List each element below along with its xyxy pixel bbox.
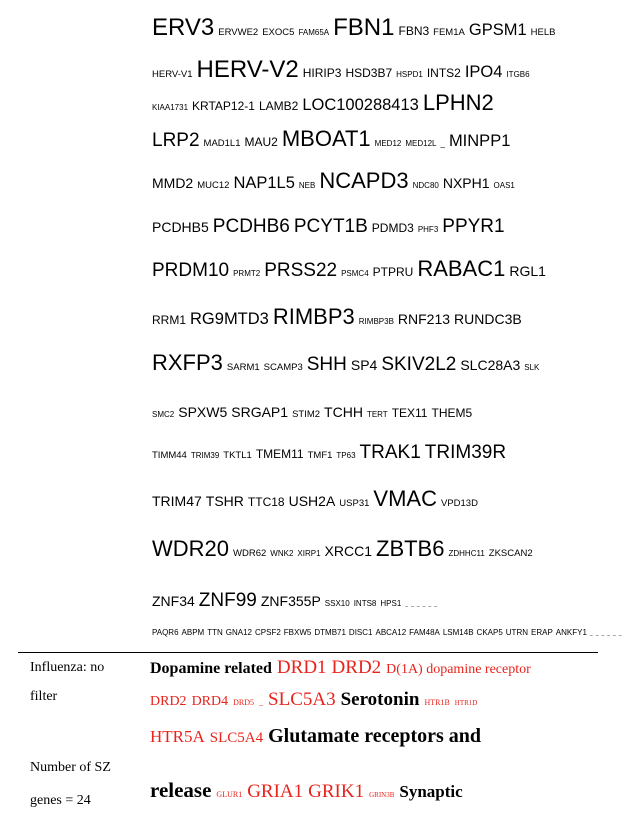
gene-word: TMEM11 <box>255 447 304 461</box>
cloud-line <box>152 58 597 82</box>
gene-word: PCDHB5 <box>152 219 209 235</box>
gene-word: PHF3 <box>417 225 439 234</box>
category-line <box>150 726 595 746</box>
gene-word: XIRP1 <box>297 549 321 558</box>
tiny-gene-word: _ <box>595 631 599 637</box>
gene-word: PCYT1B <box>293 216 368 237</box>
gene-word: RG9MTD3 <box>190 310 269 328</box>
gene-word: ZKSCAN2 <box>488 548 533 559</box>
gene-word: DTMB71 <box>314 628 346 637</box>
gene-word: GPSM1 <box>468 21 527 39</box>
gene-word: RRM1 <box>152 313 187 327</box>
tiny-gene-word: _ <box>601 631 605 637</box>
category-line <box>150 658 595 677</box>
gene-word: RABAC1 <box>417 256 506 281</box>
gene-word: ABPM <box>181 628 205 637</box>
gene-word: SPXW5 <box>178 404 228 420</box>
cloud-line <box>152 628 622 638</box>
gene-word: MED12 <box>374 139 402 148</box>
gene-word: CKAP5 <box>476 628 503 637</box>
gene-word: MAD1L1 <box>203 138 241 149</box>
gene-word: DISC1 <box>348 628 373 637</box>
gene-word: KIAA1731 <box>152 103 189 112</box>
gene-word: MMD2 <box>152 175 194 191</box>
gene-symbol: GRIN3B <box>369 791 395 799</box>
gene-word: TRIM39R <box>424 442 507 463</box>
cloud-line <box>152 488 597 510</box>
gene-word: SMC2 <box>152 410 175 419</box>
category-heading: Glutamate receptors and <box>268 725 482 747</box>
gene-symbol: _ <box>259 698 264 707</box>
gene-word: MINPP1 <box>448 132 511 150</box>
gene-word: RXFP3 <box>152 350 223 375</box>
gene-word: SARM1 <box>226 362 260 373</box>
gene-word: HSPD1 <box>396 70 423 79</box>
gene-word: PPYR1 <box>442 216 505 237</box>
gene-word: STIM2 <box>292 409 321 420</box>
influenza-label-line2: filter <box>30 689 58 704</box>
cloud-line <box>152 16 597 40</box>
gene-word: NCAPD3 <box>319 168 409 193</box>
gene-word: FBN3 <box>398 24 430 38</box>
gene-word: VMAC <box>373 486 437 511</box>
gene-word: INTS2 <box>426 66 461 80</box>
gene-word: LSM14B <box>442 628 474 637</box>
gene-word: FEM1A <box>433 27 465 38</box>
gene-word: ITGB6 <box>506 70 530 79</box>
cloud-line <box>152 538 597 560</box>
gene-word: OAS1 <box>493 181 515 190</box>
tiny-gene-word: _ <box>589 631 593 637</box>
gene-symbol: GLUR1 <box>216 790 243 799</box>
category-line <box>150 780 595 801</box>
gene-word: FAM65A <box>298 28 330 37</box>
gene-word: HSD3B7 <box>345 66 393 80</box>
gene-word: SSX10 <box>324 599 350 608</box>
tiny-gene-word: _ <box>416 602 420 608</box>
gene-word: TRIM39 <box>190 451 220 460</box>
gene-word: TCHH <box>324 404 363 420</box>
gene-word: MBOAT1 <box>281 126 371 151</box>
gene-word: SLK <box>524 363 540 372</box>
gene-word: ZNF355P <box>260 593 321 609</box>
cloud-line <box>152 405 597 421</box>
gene-word: WDR62 <box>233 548 267 559</box>
tiny-gene-word: _ <box>411 602 414 608</box>
gene-word: TERT <box>366 410 388 419</box>
gene-word: TTN <box>207 628 223 637</box>
gene-word: USP31 <box>339 498 370 509</box>
gene-word: HERV-V2 <box>196 56 299 83</box>
gene-symbol: DRD2 <box>150 694 187 709</box>
gene-word: TSHR <box>205 493 244 509</box>
gene-word: PTPRU <box>372 265 414 279</box>
gene-word: RIMBP3B <box>358 317 394 326</box>
cloud-line <box>152 443 597 462</box>
gene-word: RUNDC3B <box>454 311 522 327</box>
gene-word: PRMT2 <box>233 269 261 278</box>
gene-symbol: DRD5 <box>233 698 255 707</box>
gene-word: CPSF2 <box>255 628 281 637</box>
gene-word: HPS1 <box>380 599 402 608</box>
gene-symbol: DRD2 <box>331 657 382 678</box>
gene-symbol: SLC5A3 <box>268 689 336 710</box>
gene-word: LRP2 <box>152 130 200 151</box>
cloud-line <box>152 217 597 236</box>
tiny-gene-word: _ <box>422 602 426 608</box>
gene-word: TTC18 <box>247 495 285 509</box>
cloud-line <box>152 258 597 280</box>
gene-word: TEX11 <box>391 406 428 420</box>
cloud-line <box>152 128 597 150</box>
gene-word: RIMBP3 <box>272 304 355 329</box>
tiny-gene-word: _ <box>405 602 409 608</box>
gene-word: XRCC1 <box>324 543 372 559</box>
gene-word: PAQR6 <box>152 628 179 637</box>
sz-gene-count-line2: genes = 24 <box>30 793 91 808</box>
gene-word: HERV-V1 <box>152 69 193 80</box>
tiny-gene-word: _ <box>613 631 616 637</box>
gene-word: THEM5 <box>431 406 473 420</box>
gene-word: PDMD3 <box>371 221 414 235</box>
gene-word: LPHN2 <box>422 90 494 115</box>
gene-symbol: DRD4 <box>191 694 229 709</box>
gene-symbol: DRD1 <box>276 657 327 678</box>
gene-symbol: HTR5A <box>150 727 205 746</box>
tiny-gene-word: _ <box>428 602 432 608</box>
gene-word: FAM48A <box>409 628 440 637</box>
gene-word: SCAMP3 <box>263 362 303 373</box>
gene-word: UTRN <box>505 628 528 637</box>
gene-word: SP4 <box>350 357 378 373</box>
gene-word: RGL1 <box>509 263 546 279</box>
gene-word: NEB <box>298 181 316 190</box>
gene-word: TIMM44 <box>152 450 187 461</box>
gene-word: MUC12 <box>197 180 230 191</box>
gene-word: TP63 <box>336 451 356 460</box>
gene-word: USH2A <box>288 493 336 509</box>
gene-word: PCDHB6 <box>212 216 290 237</box>
gene-symbol: HTR1D <box>454 699 478 707</box>
gene-word: HELB <box>530 27 556 38</box>
gene-word: _ <box>440 139 445 148</box>
gene-word: NAP1L5 <box>233 174 295 192</box>
gene-word: ERVWE2 <box>218 27 259 38</box>
gene-word: NDC80 <box>412 181 439 190</box>
gene-word: MED12L <box>405 139 437 148</box>
gene-word: PSMC4 <box>341 269 369 278</box>
gene-word: SLC28A3 <box>460 357 521 373</box>
category-heading: Serotonin <box>340 689 420 710</box>
gene-word: VPD13D <box>440 498 478 509</box>
gene-word: RNF213 <box>397 311 451 327</box>
gene-symbol: GRIA1 <box>247 781 304 802</box>
gene-word: ABCA12 <box>375 628 407 637</box>
category-line <box>150 690 595 709</box>
gene-word: TMF1 <box>307 450 333 461</box>
cloud-line <box>152 306 597 328</box>
tiny-gene-word: _ <box>607 631 611 637</box>
cloud-line <box>152 170 597 192</box>
gene-word: TRAK1 <box>359 442 421 463</box>
section-divider <box>18 652 598 653</box>
gene-word: SKIV2L2 <box>381 354 457 375</box>
cloud-line <box>152 92 597 114</box>
gene-word: TKTL1 <box>223 450 252 461</box>
category-heading: Synaptic <box>399 782 463 801</box>
gene-symbol: GRIK1 <box>308 781 365 802</box>
cloud-line <box>152 352 597 374</box>
gene-word: LOC100288413 <box>302 96 419 114</box>
gene-word: TRIM47 <box>152 493 202 509</box>
gene-word: SRGAP1 <box>231 404 289 420</box>
gene-word: NXPH1 <box>442 175 490 191</box>
gene-word: ERAP <box>531 628 553 637</box>
gene-word: WNK2 <box>270 549 294 558</box>
gene-word: INTS8 <box>353 599 377 608</box>
category-heading: release <box>150 778 212 802</box>
gene-symbol: SLC5A4 <box>209 730 264 746</box>
gene-word: MAU2 <box>244 135 278 149</box>
gene-word: IPO4 <box>464 63 503 81</box>
gene-symbol: D(1A) dopamine receptor <box>386 662 531 677</box>
tiny-gene-word: _ <box>434 602 437 608</box>
gene-word: ZNF34 <box>152 593 195 609</box>
tiny-gene-word: _ <box>618 631 622 637</box>
gene-word: FBXW5 <box>283 628 312 637</box>
gene-word: GNA12 <box>225 628 252 637</box>
gene-word: PRDM10 <box>152 260 230 281</box>
cloud-line <box>152 591 597 610</box>
gene-word: ZBTB6 <box>376 536 445 561</box>
gene-word: ERV3 <box>152 14 215 41</box>
gene-word: KRTAP12-1 <box>192 99 255 113</box>
gene-word: HIRIP3 <box>302 66 342 80</box>
gene-word: WDR20 <box>152 536 230 561</box>
gene-symbol: HTR1B <box>424 698 450 707</box>
gene-word: ZNF99 <box>198 590 257 611</box>
influenza-label-line1: Influenza: no <box>30 660 105 675</box>
gene-word: FBN1 <box>333 14 395 41</box>
gene-word: ZDHHC11 <box>448 549 485 558</box>
category-heading: Dopamine related <box>150 660 272 677</box>
gene-word: SHH <box>306 354 347 375</box>
gene-word: PRSS22 <box>264 260 338 281</box>
gene-word: LAMB2 <box>258 99 299 113</box>
gene-word: ANKFY1 <box>555 628 587 637</box>
sz-gene-count-line1: Number of SZ <box>30 760 111 775</box>
gene-word: EXOC5 <box>262 27 295 38</box>
